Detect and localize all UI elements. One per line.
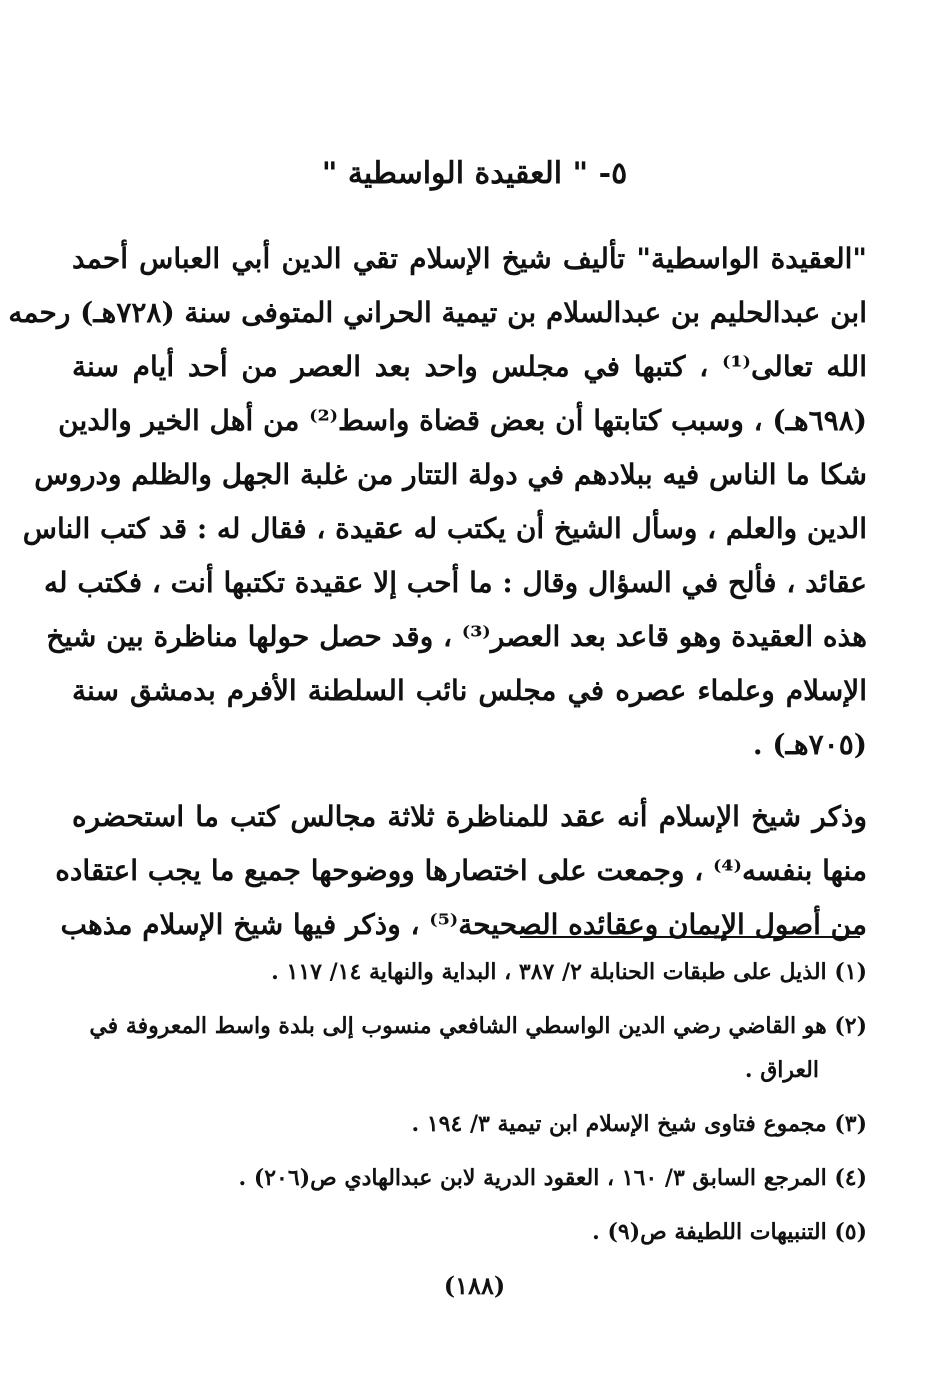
paragraph-line: الدين والعلم ، وسأل الشيخ أن يكتب له عقيدة ، فقال له : قد كتب الناس: [22, 512, 867, 545]
paragraph-line: من أصول الإيمان وعقائده الصحيحة⁽⁵⁾ ، وذكر فيها شيخ الإسلام مذهب: [60, 908, 867, 941]
footnote-3: (٣) مجموع فتاوى شيخ الإسلام ابن تيمية ٣/ ١٩٤ .: [411, 1111, 867, 1137]
paragraph-line: شكا ما الناس فيه ببلادهم في دولة التتار من غلبة الجهل والظلم ودروس: [34, 458, 867, 491]
paragraph-line: ابن عبدالحليم بن عبدالسلام بن تيمية الحراني المتوفى سنة (٧٢٨هـ) رحمه: [8, 296, 867, 329]
footnote-2: (٢) هو القاضي رضي الدين الواسطي الشافعي منسوب إلى بلدة واسط المعروفة في: [89, 1013, 867, 1039]
paragraph-line: الله تعالى⁽¹⁾ ، كتبها في مجلس واحد بعد العصر من أحد أيام سنة: [72, 350, 867, 383]
paragraph-line: الإسلام وعلماء عصره في مجلس نائب السلطنة الأفرم بدمشق سنة: [72, 674, 867, 707]
section-heading: ٥- " العقيدة الواسطية ": [321, 156, 628, 191]
footnotes: [72, 950, 867, 1254]
footnote-divider: [520, 936, 860, 938]
footnote-2-continuation: العراق .: [744, 1057, 819, 1083]
footnote-4: (٤) المرجع السابق ٣/ ١٦٠ ، العقود الدرية لابن عبدالهادي ص(٢٠٦) .: [238, 1165, 867, 1191]
footnote-1: (١) الذيل على طبقات الحنابلة ٢/ ٣٨٧ ، البداية والنهاية ١٤/ ١١٧ .: [271, 959, 867, 985]
paragraph-line: "العقيدة الواسطية" تأليف شيخ الإسلام تقي الدين أبي العباس أحمد: [72, 242, 867, 275]
paragraph-1: [8, 232, 867, 772]
page-number: (١٨٨): [443, 1271, 506, 1300]
paragraph-2: [55, 790, 867, 952]
paragraph-line: (٦٩٨هـ) ، وسبب كتابتها أن بعض قضاة واسط⁽²⁾ من أهل الخير والدين: [58, 404, 867, 437]
paragraph-line: منها بنفسه⁽⁴⁾ ، وجمعت على اختصارها ووضوحها جميع ما يجب اعتقاده: [55, 854, 867, 887]
paragraph-line: هذه العقيدة وهو قاعد بعد العصر⁽³⁾ ، وقد حصل حولها مناظرة بين شيخ: [46, 620, 867, 653]
paragraph-line: عقائد ، فألح في السؤال وقال : ما أحب إلا عقيدة تكتبها أنت ، فكتب له: [44, 566, 867, 599]
paragraph-line: (٧٠٥هـ) .: [752, 728, 867, 761]
footnote-5: (٥) التنبيهات اللطيفة ص(٩) .: [592, 1219, 867, 1245]
paragraph-line: وذكر شيخ الإسلام أنه عقد للمناظرة ثلاثة مجالس كتب ما استحضره: [72, 800, 867, 833]
